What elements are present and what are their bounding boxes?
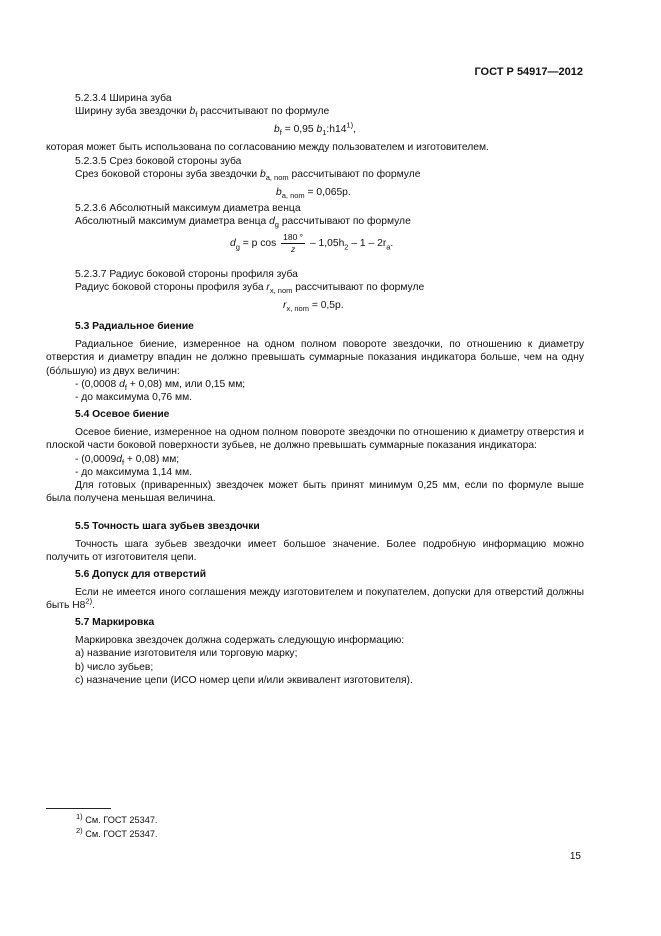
section-5-3 bbox=[46, 320, 584, 404]
paragraph: Абсолютный максимум диаметра венца $d_g$ рассчитывают по формуле bbox=[75, 216, 411, 230]
formula: $d_g = p$ cos $\frac{180 ^\circ}{z}$ – $1,05h_2 - 1 - 2r_a$. bbox=[230, 232, 394, 255]
page-number: 15 bbox=[569, 851, 581, 862]
section-heading: 5.7 Маркировка bbox=[75, 617, 155, 628]
subsection-heading: 5.2.3.7 Радиус боковой стороны профиля зуба bbox=[75, 269, 298, 280]
section-heading: 5.3 Радиальное биение bbox=[75, 321, 194, 332]
formula: $r_{x, nom} = 0,5p$. bbox=[283, 300, 344, 314]
paragraph: Маркировка звездочек должна содержать следующую информацию: bbox=[75, 635, 405, 647]
section-heading: 5.6 Допуск для отверстий bbox=[75, 569, 207, 580]
list-item: c) назначение цепи (ИСО номер цепи и/или эквивалент изготовителя). bbox=[75, 674, 413, 686]
paragraph: Ширину зуба звездочки $b_f$ рассчитывают по формуле bbox=[75, 106, 330, 120]
formula: $b_f = 0,95$ $b_1:h14^{1)}$, bbox=[274, 120, 356, 138]
document-header: ГОСТ Р 54917—2012 bbox=[474, 66, 583, 78]
subsection-heading: 5.2.3.6 Абсолютный максимум диаметра венца bbox=[75, 203, 301, 214]
section-5-2-3-7 bbox=[46, 268, 584, 313]
paragraph: Радиальное биение, измеренное на одном полном повороте звездочки, по отношению к диаметру отверстия и диаметру впадин не должно превышать суммарные показания индикатора больше, чем на одну (бóльшую) из двух величин: bbox=[46, 339, 584, 377]
paragraph: Если не имеется иного соглашения между изготовителем и покупателем, допуски для отверстий должны быть Н8$^{2)}$. bbox=[46, 587, 584, 612]
section-heading: 5.5 Точность шага зубьев звездочки bbox=[75, 521, 260, 532]
section-5-7 bbox=[46, 616, 584, 687]
list-item: - до максимума 1,14 мм. bbox=[75, 466, 193, 478]
section-5-5 bbox=[46, 520, 584, 565]
list-item: - (0,0008 $d_f + 0,08$) мм, или 0,15 мм; bbox=[75, 378, 246, 392]
paragraph: Осевое биение, измеренное на одном полном повороте звездочки по отношению к диаметру отверстия и плоской части боковой поверхности зубьев, не должно превышать суммарные показания индикатора: bbox=[46, 427, 584, 452]
section-5-2-3-5 bbox=[46, 155, 584, 200]
footnote-divider bbox=[46, 808, 111, 809]
subsection-heading: 5.2.3.5 Срез боковой стороны зуба bbox=[75, 156, 242, 167]
fraction: $\frac{180 ^\circ}{z}$ bbox=[283, 232, 304, 255]
paragraph: Срез боковой стороны зуба звездочки $b_{a, nom}$ рассчитывают по формуле bbox=[75, 169, 421, 183]
list-item: a) название изготовителя или торговую марку; bbox=[75, 648, 298, 660]
section-5-2-3-6 bbox=[46, 202, 584, 255]
list-item: - $(0,0009d_f + 0,08)$ мм; bbox=[75, 453, 180, 467]
footnote: $^{2)}$ См. ГОСТ 25347. bbox=[76, 825, 158, 839]
paragraph: Для готовых (приваренных) звездочек может быть принят минимум 0,25 мм, если по формуле выше была получена меньшая величина. bbox=[46, 480, 584, 505]
footnote: $^{1)}$ См. ГОСТ 25347. bbox=[76, 811, 158, 825]
section-5-4 bbox=[46, 408, 584, 505]
paragraph: которая может быть использована по согласованию между пользователем и изготовителем. bbox=[46, 141, 489, 153]
paragraph: Радиус боковой стороны профиля зуба $r_{x, nom}$ рассчитывают по формуле bbox=[75, 282, 425, 296]
section-5-6 bbox=[46, 568, 584, 613]
formula: $b_{a, nom} = 0,065p$. bbox=[276, 187, 351, 201]
section-heading: 5.4 Осевое биение bbox=[75, 409, 170, 420]
list-item: - до максимума 0,76 мм. bbox=[75, 392, 193, 404]
subsection-heading: 5.2.3.4 Ширина зуба bbox=[75, 93, 172, 104]
section-5-2-3-4 bbox=[46, 92, 584, 154]
paragraph: Точность шага зубьев звездочки имеет большое значение. Более подробную информацию можно получить от изготовителя цепи. bbox=[46, 539, 584, 564]
list-item: b) число зубьев; bbox=[75, 661, 154, 673]
